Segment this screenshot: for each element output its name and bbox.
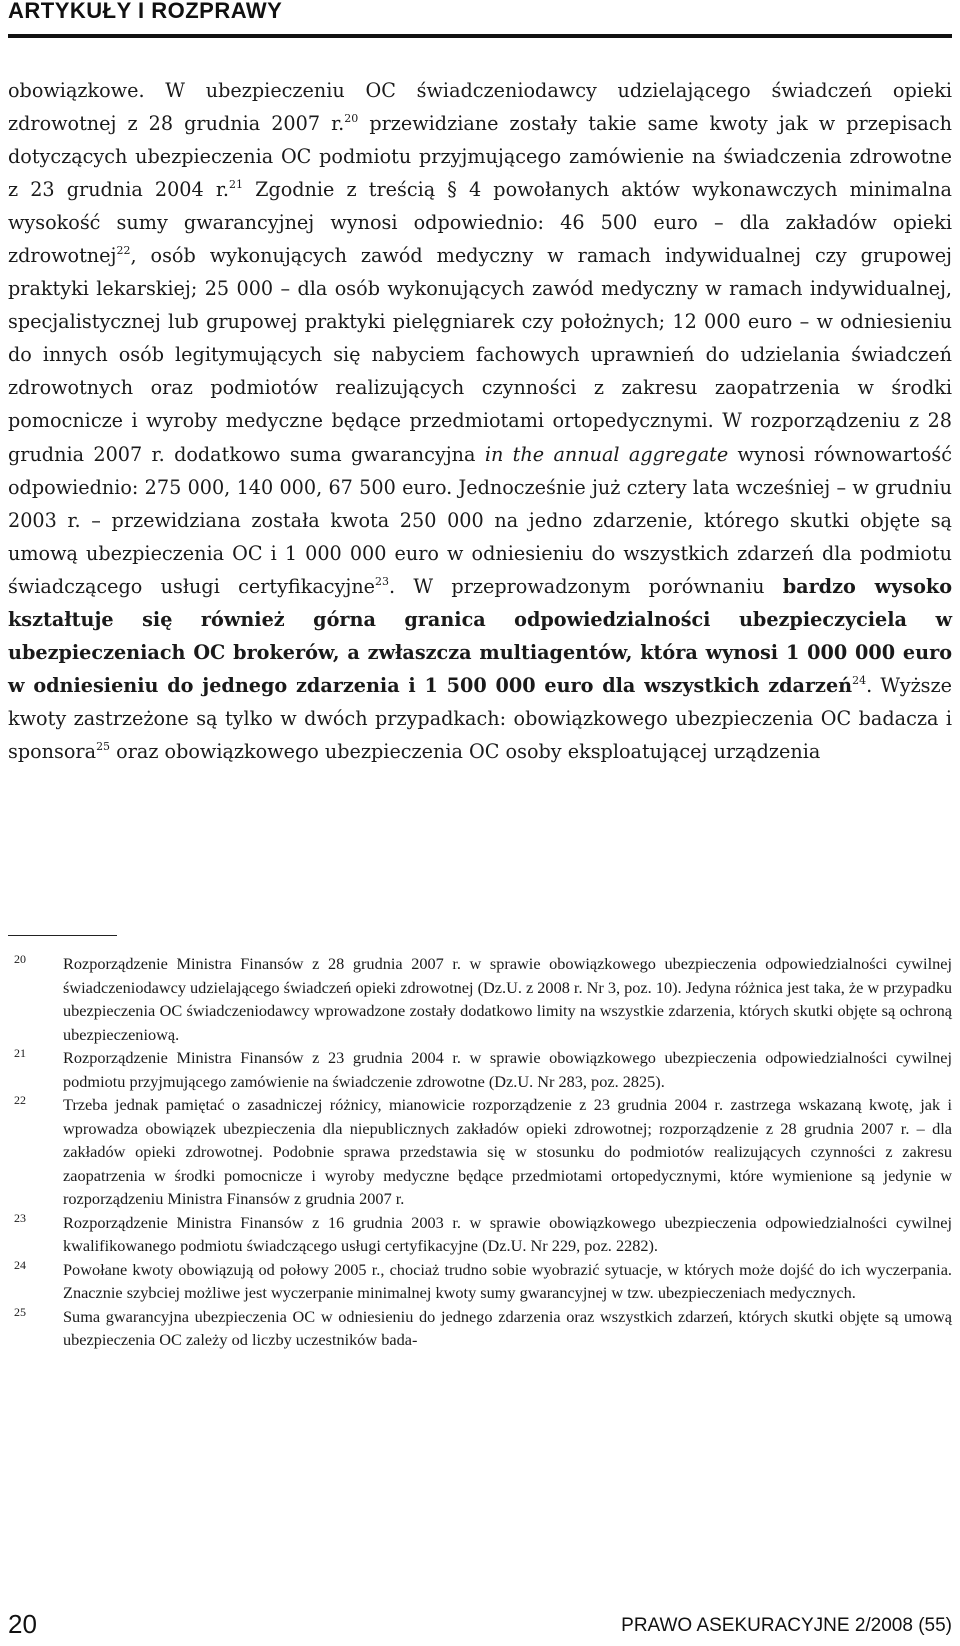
footnote-item bbox=[8, 1211, 952, 1258]
text-segment: Zgodnie z treścią § 4 powołanych aktów wykonawczych minimalna wysokość sumy gwarancyjnej wynosi odpowiednio: 46 500 euro – dla zakładów opieki zdrowotnej bbox=[8, 178, 952, 268]
footnote-number: 21 bbox=[14, 1046, 26, 1060]
bold-phrase: bardzo wysoko kształtuje się również górna granica odpowiedzialności ubezpieczyciela w ubezpieczeniach OC brokerów, a zwłaszcza multiagentów, która wynosi 1 000 000 euro w odniesieniu do jednego zdarzenia i 1 500 000 euro dla wszystkich zdarzeń bbox=[8, 574, 952, 697]
footnote-text: Rozporządzenie Ministra Finansów z 23 grudnia 2004 r. w sprawie obowiązkowego ubezpieczenia odpowiedzialności cywilnej podmiotu przyjmującego zamówienie na świadczenie zdrowotne (Dz.U. Nr 283, poz. 2825). bbox=[63, 1048, 952, 1091]
footnote-item bbox=[8, 1093, 952, 1211]
footnote-ref[interactable]: 20 bbox=[344, 112, 359, 126]
footnotes-section bbox=[8, 952, 952, 1352]
footnote-number: 24 bbox=[14, 1257, 26, 1272]
section-title: ARTYKUŁY I ROZPRAWY bbox=[8, 0, 283, 23]
footnote-text: Rozporządzenie Ministra Finansów z 16 grudnia 2003 r. w sprawie obowiązkowego ubezpieczenia odpowiedzialności cywilnej kwalifikowanego podmiotu świadczącego usługi certyfikacyjne (Dz.U. Nr 229, poz. 2282). bbox=[63, 1212, 952, 1255]
page-footer bbox=[8, 1609, 952, 1641]
footnote-ref[interactable]: 21 bbox=[229, 178, 243, 192]
text-segment: obowiązkowe. W ubezpieczeniu OC świadczeniodawcy udzielającego świadczeń opieki zdrowotnej z 28 grudnia 2007 r. bbox=[8, 79, 952, 136]
footnote-number: 25 bbox=[14, 1304, 26, 1319]
footnote-ref[interactable]: 23 bbox=[375, 574, 390, 588]
footnote-text: Suma gwarancyjna ubezpieczenia OC w odniesieniu do jednego zdarzenia oraz wszystkich zdarzeń, których skutki objęte są umową ubezpieczenia OC zależy od liczby uczestników bada- bbox=[63, 1306, 952, 1349]
footnote-item bbox=[8, 1046, 952, 1093]
footnote-number: 20 bbox=[14, 952, 26, 966]
text-segment: . W przeprowadzonym porównaniu bbox=[389, 574, 783, 598]
footnote-item bbox=[8, 1305, 952, 1352]
footnote-ref[interactable]: 25 bbox=[96, 739, 111, 753]
footnote-text: Trzeba jednak pamiętać o zasadniczej różnicy, mianowicie rozporządzenie z 23 grudnia 2004 r. zastrzega wskazaną kwotę, jak i wprowadza obowiązek ubezpieczenia dla niepublicznych zakładów opieki zdrowotnej; rozporządzenie z 28 grudnia 2007 r. – dla zakładów opieki zdrowotnej. Podobnie sprawa przedstawia się w stosunku do podmiotów realizujących czynności z zakresu zaopatrzenia w środki pomocnicze i wyroby medyczne będące przedmiotami ortopedycznymi, które wymienione są jedynie w rozporządzeniu Ministra Finansów z grudnia 2007 r. bbox=[63, 1095, 952, 1208]
footnote-divider bbox=[8, 935, 117, 936]
footnote-number: 22 bbox=[14, 1093, 26, 1107]
journal-name: PRAWO ASEKURACYJNE 2/2008 (55) bbox=[621, 1615, 952, 1636]
footnote-ref[interactable]: 24 bbox=[852, 673, 867, 687]
text-segment: wynosi równowartość odpowiednio: 275 000, 140 000, 67 500 euro. Jednocześnie już cztery lata wcześniej – w grudniu 2003 r. – przewidziana została kwota 250 000 na jedno zdarzenie, którego skutki objęte są umową ubezpieczenia OC i 1 000 000 euro w odniesieniu do wszystkich zdarzeń dla podmiotu świadczącego usługi certyfikacyjne bbox=[8, 442, 953, 598]
footnote-ref[interactable]: 22 bbox=[116, 244, 131, 258]
page-header bbox=[8, 0, 952, 38]
main-paragraph bbox=[8, 74, 952, 768]
text-segment: przewidziane zostały takie same kwoty jak w przepisach dotyczących ubezpieczenia OC podmiotu przyjmującego zamówienie na świadczenia zdrowotne z 23 grudnia 2004 r. bbox=[8, 112, 952, 202]
text-segment: , osób wykonujących zawód medyczny w ramach indywidualnej czy grupowej praktyki lekarskiej; 25 000 – dla osób wykonujących zawód medyczny w ramach indywidualnej, specjalistycznej lub grupowej praktyki pielęgniarek czy położnych; 12 000 euro – w odniesieniu do innych osób legitymujących się nabyciem fachowych uprawnień do udzielania świadczeń zdrowotnych oraz podmiotów realizujących czynności z zakresu zaopatrzenia w środki pomocnicze i wyroby medyczne będące przedmiotami ortopedycznymi. W rozporządzeniu z 28 grudnia 2007 r. dodatkowo suma gwarancyjna bbox=[8, 244, 952, 466]
main-text bbox=[8, 74, 952, 768]
footnote-text: Powołane kwoty obowiązują od połowy 2005 r., chociaż trudno sobie wyobrazić sytuacje, w których może dojść do ich wyczerpania. Znacznie szybciej możliwe jest wyczerpanie minimalnej kwoty sumy gwarancyjnej w tzw. ubezpieczeniach medycznych. bbox=[63, 1259, 952, 1302]
footnote-item bbox=[8, 952, 952, 1046]
footnote-number: 23 bbox=[14, 1210, 26, 1225]
text-segment: oraz obowiązkowego ubezpieczenia OC osoby eksploatującej urządzenia bbox=[110, 739, 821, 763]
text-segment: . Wyższe kwoty zastrzeżone są tylko w dwóch przypadkach: obowiązkowego ubezpieczenia OC badacza i sponsora bbox=[8, 673, 952, 763]
footnote-item bbox=[8, 1258, 952, 1305]
footnote-text: Rozporządzenie Ministra Finansów z 28 grudnia 2007 r. w sprawie obowiązkowego ubezpieczenia odpowiedzialności cywilnej świadczeniodawcy udzielającego świadczeń opieki zdrowotnej (Dz.U. z 2008 r. Nr 3, poz. 10). Jedyna różnica jest taka, że w przypadku ubezpieczenia OC świadczeniodawcy wprowadzone zostały dodatkowo limity na wszystkie zdarzenia, których skutki objęte są ochroną ubezpieczeniową. bbox=[63, 954, 952, 1044]
italic-phrase: in the annual aggregate bbox=[484, 442, 729, 466]
page-number: 20 bbox=[8, 1609, 37, 1639]
